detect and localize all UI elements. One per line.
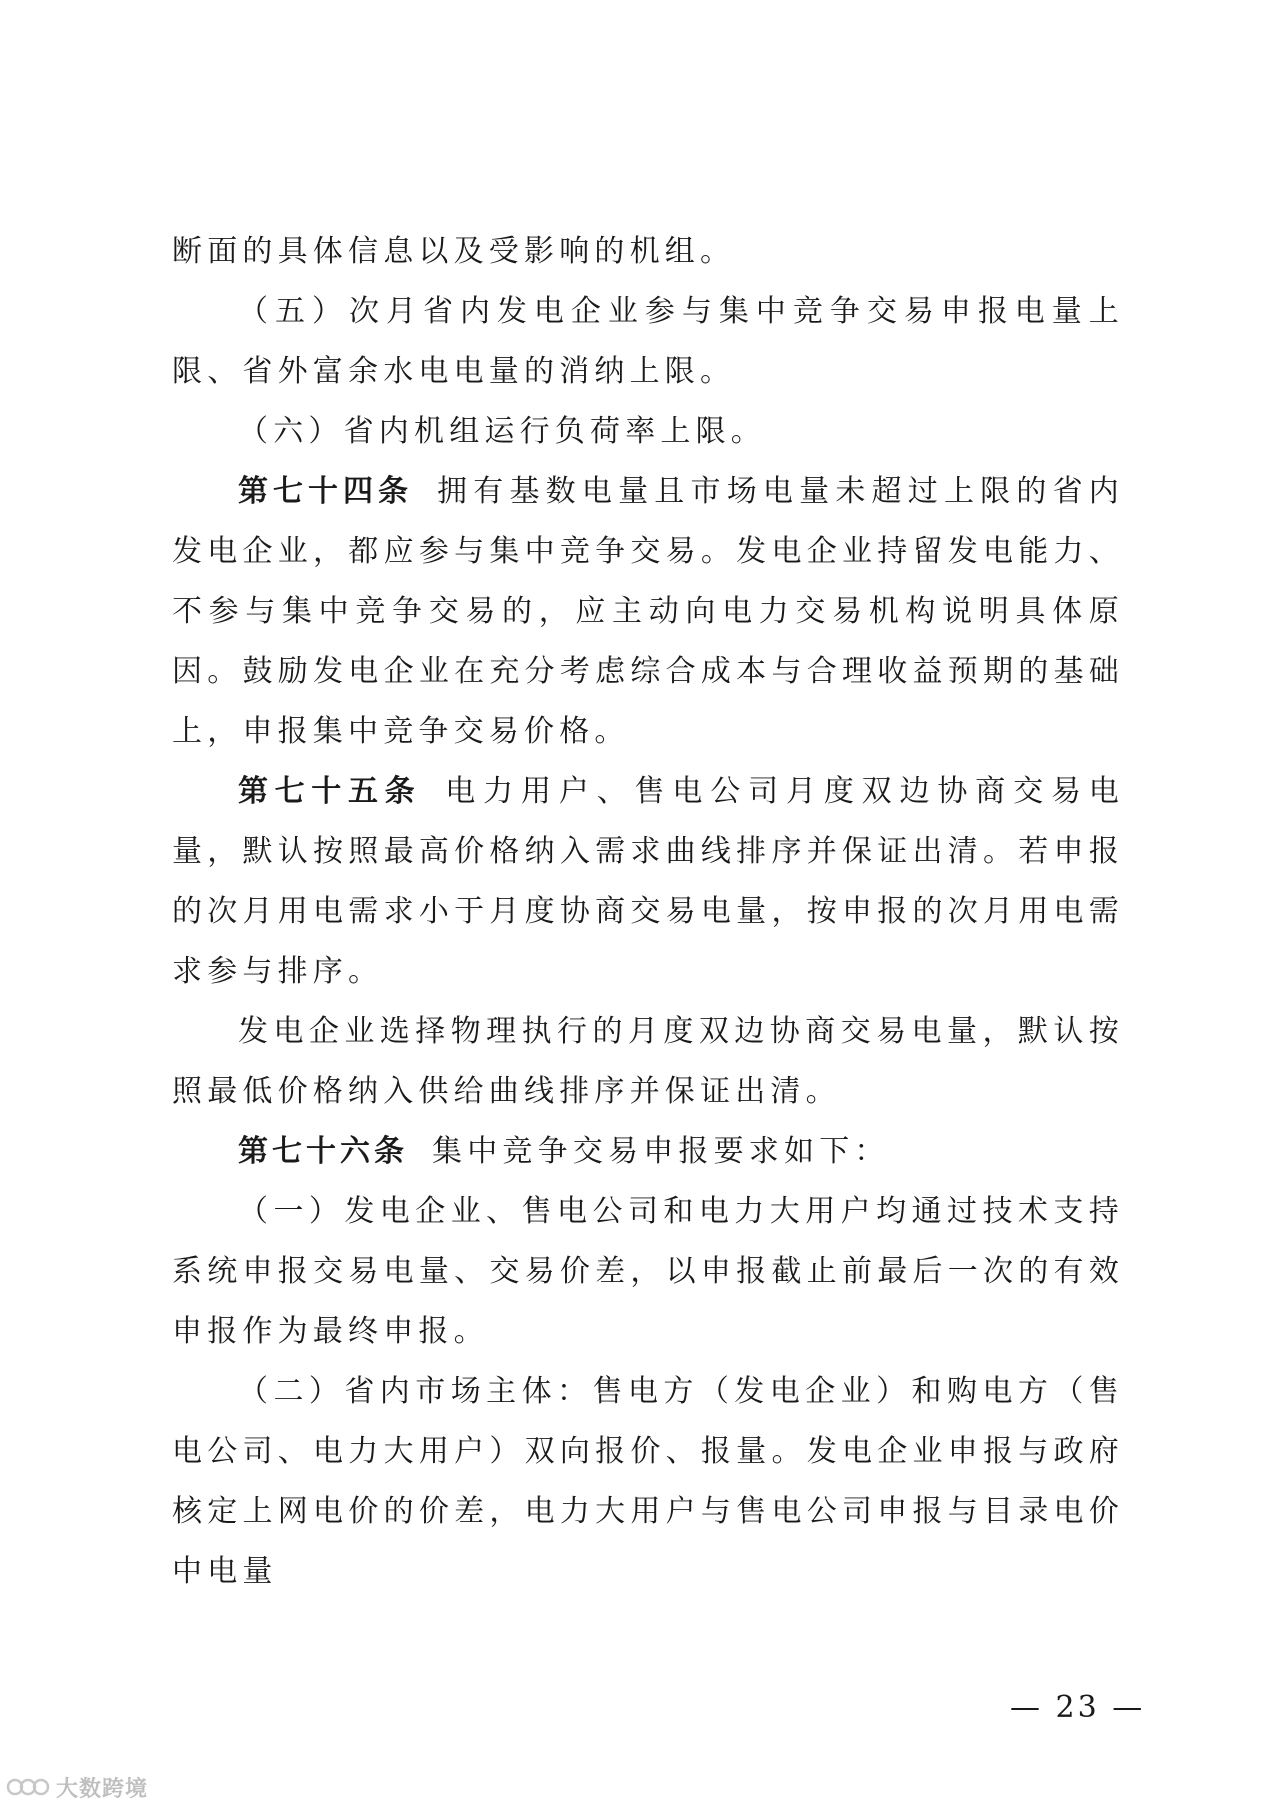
paragraph-8-text: （一）发电企业、售电公司和电力大用户均通过技术支持系统申报交易电量、交易价差，以申报截止前最后一次的有效申报作为最终申报。 (172, 1194, 1124, 1349)
paragraph-1 (172, 222, 1124, 282)
paragraph-9-text: （二）省内市场主体：售电方（发电企业）和购电方（售电公司、电力大用户）双向报价、报量。发电企业申报与政府核定上网电价的价差，电力大用户与售电公司申报与目录电价中电量 (172, 1374, 1124, 1589)
article-75-title: 第七十五条 (238, 774, 422, 809)
watermark-text: 大数跨境 (56, 1776, 149, 1802)
paragraph-1-text: 断面的具体信息以及受影响的机组。 (172, 234, 736, 269)
article-76-text: 集中竞争交易申报要求如下： (432, 1134, 890, 1169)
article-74-text: 拥有基数电量且市场电量未超过上限的省内发电企业，都应参与集中竞争交易。发电企业持留发电能力、不参与集中竞争交易的，应主动向电力交易机构说明具体原因。鼓励发电企业在充分考虑综合成本与合理收益预期的基础上，申报集中竞争交易价格。 (172, 474, 1124, 749)
paragraph-9 (172, 1362, 1124, 1602)
paragraph-2 (172, 282, 1124, 402)
article-75-text: 电力用户、售电公司月度双边协商交易电量，默认按照最高价格纳入需求曲线排序并保证出清。若申报的次月用电需求小于月度协商交易电量，按申报的次月用电需求参与排序。 (172, 774, 1125, 989)
paragraph-6 (172, 1002, 1124, 1122)
paragraph-8 (172, 1182, 1124, 1362)
watermark-logo-icon (6, 1774, 50, 1800)
paragraph-6-text: 发电企业选择物理执行的月度双边协商交易电量，默认按照最低价格纳入供给曲线排序并保证出清。 (172, 1014, 1124, 1109)
paragraph-2-text: （五）次月省内发电企业参与集中竞争交易申报电量上限、省外富余水电电量的消纳上限。 (172, 294, 1124, 389)
article-74 (172, 462, 1124, 762)
article-76 (172, 1122, 1124, 1182)
paragraph-3-text: （六）省内机组运行负荷率上限。 (238, 414, 766, 449)
paragraph-3 (172, 402, 1124, 462)
watermark (6, 1772, 148, 1802)
article-74-title: 第七十四条 (238, 474, 414, 509)
article-76-title: 第七十六条 (238, 1134, 408, 1169)
page-number: — 23 — (1010, 1690, 1146, 1725)
article-75 (172, 762, 1124, 1002)
document-body (172, 222, 1124, 1602)
